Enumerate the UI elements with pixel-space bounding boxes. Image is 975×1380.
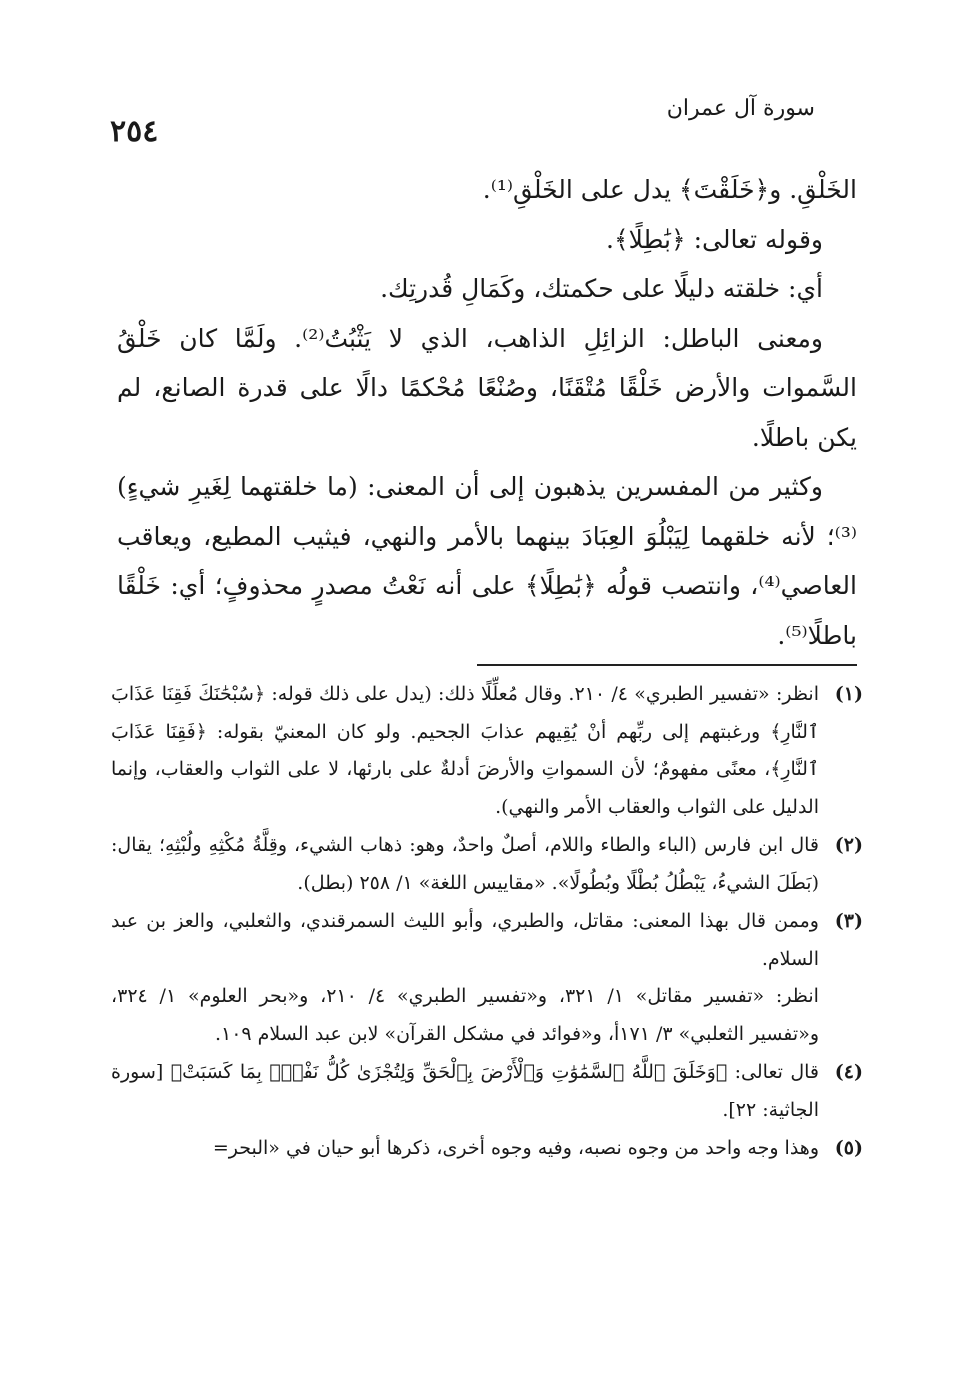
paragraph-5: وكثير من المفسرين يذهبون إلى أن المعنى: (ما خلقتهما لِغَيرِ شيءٍ)⁽³⁾؛ لأنه خلقهما لِيَبْلُوَ العِبَادَ بينهما بالأمر والنهي، فيثيب المطيع، ويعاقب العاصي⁽⁴⁾، وانتصب قولُه ﴿بَٰطِلًا﴾ على أنه نَعْتُ مصدرٍ محذوفٍ؛ أي: خَلْقًا باطلًا⁽⁵⁾.	[117, 472, 857, 650]
footnote-text: وممن قال بهذا المعنى: مقاتل، والطبري، وأبو الليث السمرقندي، والثعلبي، والعز بن عبد السلام.	[111, 910, 819, 970]
footnote-text: قال تعالى: ﴿وَخَلَقَ ٱللَّهُ ٱلسَّمَٰوَٰتِ وَٱلْأَرْضَ بِٱلْحَقِّ وَلِتُجْزَىٰ كُلُّ نَفْسٍۭ بِمَا كَسَبَتْ﴾ [سورة الجاثية: ٢٢].	[111, 1061, 819, 1121]
footnote-body	[111, 827, 819, 902]
page-header	[110, 96, 815, 156]
paragraph-4: ومعنى الباطل: الزائِلِ الذاهب، الذي لا يَثْبُتُ⁽²⁾. ولَمَّا كان خَلْقُ السَّموات والأرض خَلْقًا مُتْقَنًا، وصُنْعًا مُحْكمًا دالًا على قدرة الصانع، لم يكن باطلًا.	[117, 323, 857, 452]
footnote-3	[111, 903, 863, 1053]
footnote-number: (٣)	[834, 910, 863, 932]
footnote-4	[111, 1054, 863, 1129]
footnote-text: انظر: «تفسير مقاتل» ١/ ٣٢١، و«تفسير الطبري» ٤/ ٢١٠، و«بحر العلوم» ١/ ٣٢٤، و«تفسير الثعلبي» ٣/ ١٧١أ، و«فوائد في مشكل القرآن» لابن عبد السلام ١٠٩.	[111, 985, 819, 1045]
footnote-number: (١)	[834, 683, 863, 705]
paragraph-1: الخَلْقِ. و﴿خَلَقْتَ﴾ يدل على الخَلْقِ⁽¹⁾.	[482, 175, 857, 204]
paragraph-2: وقوله تعالى: ﴿بَٰطِلًا﴾.	[606, 224, 823, 254]
footnote-5	[111, 1130, 863, 1168]
footnote-1	[111, 676, 863, 826]
footnote-number: (٤)	[834, 1061, 863, 1083]
footnote-body	[111, 1054, 819, 1129]
footnote-divider	[477, 664, 857, 666]
footnote-text: وهذا وجه واحد من وجوه نصبه، وفيه وجوه أخرى، ذكرها أبو حيان في «البحر=	[212, 1137, 819, 1159]
main-text	[117, 165, 857, 660]
footnotes-section	[111, 676, 863, 1169]
running-title: سورة آل عمران	[666, 96, 815, 121]
footnote-2	[111, 827, 863, 902]
footnote-body	[111, 676, 819, 826]
footnote-body	[111, 903, 819, 1053]
footnote-number: (٢)	[834, 834, 863, 856]
footnote-number: (٥)	[834, 1137, 863, 1159]
footnote-text: انظر: «تفسير الطبري» ٤/ ٢١٠. وقال مُعلِّلًا ذلك: (يدل على ذلك قوله: ﴿سُبْحَٰنَكَ فَقِنَا عَذَابَ ٱلنَّارِ﴾ ورغبتهم إلى ربِّهم أنْ يُقِيهم عذابَ الجحيم. ولو كان المعنيّ بقوله: ﴿فَقِنَا عَذَابَ ٱلنَّارِ﴾، معنًى مفهومٌ؛ لأن السمواتِ والأرضَ أدلةٌ على بارئها، لا على الثواب والعقاب، وإنما الدليل على الثواب والعقاب الأمر والنهي).	[111, 683, 819, 818]
footnote-text: قال ابن فارس (الباء والطاء واللام، أصلٌ واحدٌ، وهو: ذهاب الشيء، وقِلَّةُ مُكْثِهِ ولُبْثِهِ؛ يقال: (بَطَلَ الشيءُ، يَبْطُلُ بُطْلًا وبُطُولًا». «مقاييس اللغة» ١/ ٢٥٨ (بطل).	[111, 834, 819, 894]
page-number: ٢٥٤	[110, 114, 159, 149]
paragraph-3: أي: خلقته دليلًا على حكمتك، وكَمَالِ قُدرتِك.	[380, 274, 823, 303]
footnote-body	[111, 1130, 819, 1168]
